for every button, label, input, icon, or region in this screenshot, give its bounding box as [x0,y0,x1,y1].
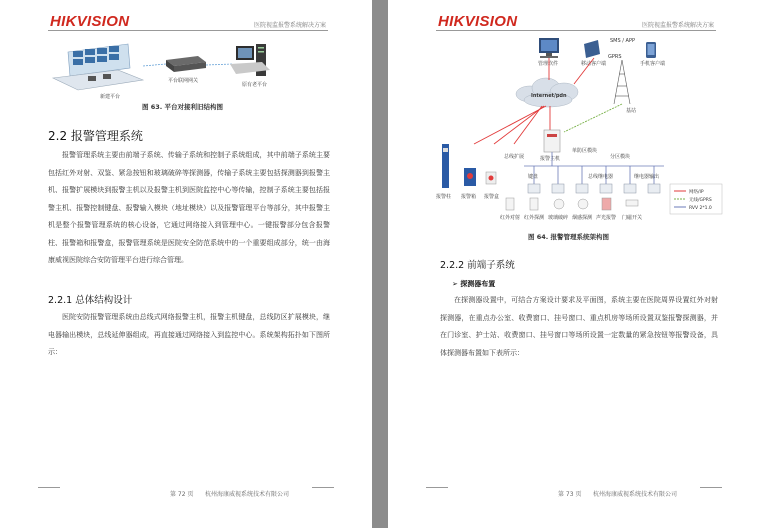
label-sms-app: SMS / APP [610,38,635,44]
legacy-platform-illustration [230,44,270,76]
subsection-title: 2.2.2 前端子系统 [440,260,515,271]
module-boxes [528,184,660,193]
page-number: 第 72 页 [170,491,194,498]
label-relay-out: 继电器输出 [634,174,660,180]
footer-company: 杭州海康威视系统技术有限公司 [205,491,290,498]
section-body: 报警管理系统主要由前端子系统、传输子系统和控制子系统组成，其中前端子系统主要包括红外对射、双鉴、紧急按钮和玻璃破碎等探测器，传输子系统主要包括探测器到报警主机、报警扩展模块到报警主机以及报警主机到医院监控中心等传输，控制子系统主要包括报警主机、报警控制键盘、报警输入模块（地址模块）以及报警管理平台等部分，其中报警主机是整个报警管理系统的核心设备，它通过网络接入到管理中心。一键报警部分包含报警柱、报警箱和报警盒，报警管理系统是医院安全防范系统中的一个重要组成部分，统一由海康威视医院综合安防管理平台进行综合管理。 [48,151,330,264]
header-doc-title: 医院视监报警系统解决方案 [641,22,714,29]
tablet-icon [584,40,600,58]
figure-caption: 图 63. 平台对接利旧结构图 [142,103,224,111]
figure-caption: 图 64. 报警管理系统架构图 [528,233,610,241]
label-alarm-button: 报警盒 [484,194,500,200]
new-platform-illustration [53,44,143,90]
hikvision-logo: HIKVISION [50,13,130,30]
hikvision-logo: HIKVISION [438,13,518,30]
footer-rule-left [38,487,60,488]
platform-docking-figure [48,34,328,102]
label-alarm-pole: 报警柱 [436,194,452,200]
tower-icon [614,60,630,104]
label-smoke: 烟感探测 [572,215,593,221]
label-keyboard: 键盘 [528,174,539,180]
label-mobile-client: 移动客户端 [581,61,607,67]
footer-rule-left [426,487,448,488]
label-phone-client: 手机客户端 [640,61,666,67]
label-glass-break: 玻璃破碎 [548,215,569,221]
right-page [388,0,760,528]
label-cloud: Internet/pdn [531,93,567,99]
alarm-pole-icon [442,144,449,188]
subsection-body: 医院安防报警管理系统由总线式网络报警主机，报警主机键盘，总线防区扩展模块，继电器输出模块，总线延伸器组成，再直接通过网络接入到监控中心。系统架构拓扑如下图所示： [48,313,330,356]
label-bus-ext: 总线扩展 [504,154,525,160]
alarm-host-icon [544,130,560,152]
label-legacy-platform: 原有老平台 [242,82,268,88]
label-bus-relay: 总线继电器 [588,174,614,180]
header-doc-title: 医院视监报警系统解决方案 [253,22,326,29]
footer-rule-right [700,487,722,488]
detector-row [506,198,638,210]
label-gateway: 平台联网网关 [168,78,199,84]
header-rule [48,30,328,31]
label-alarm-host: 报警主机 [540,156,561,162]
label-door-sensor: 门磁开关 [622,215,643,221]
bullet-label: 探测器布置 [460,280,496,288]
label-sound-light: 声光报警 [596,215,617,221]
alarm-architecture-figure [434,34,724,230]
footer-company: 杭州海康威视系统技术有限公司 [593,491,678,498]
label-alarm-box: 报警箱 [461,194,477,200]
pc-icon [539,38,559,58]
legend-network: 网络/IP [689,190,704,195]
phone-icon [646,42,656,58]
page-number: 第 73 页 [558,491,582,498]
label-mgmt-software: 管理软件 [538,61,559,67]
label-zone-module: 分区模块 [610,154,631,160]
left-page [0,0,372,528]
section-title: 2.2 报警管理系统 [48,129,143,143]
label-bus-module: 单防区模块 [572,148,598,154]
bullet-title [452,279,495,289]
subsection-title: 2.2.1 总体结构设计 [48,295,133,306]
label-new-platform: 新建平台 [100,94,121,100]
label-gprs: GPRS [608,54,622,60]
label-ir-beam: 红外对射 [500,215,521,221]
body-text: 在探测器设置中，可结合方案设计要求及平面图，系统主要在医院周界设置红外对射探测器，在重点办公室、收费窗口、挂号窗口、重点机房等场所设置双鉴报警探测器，并在门诊室、护士站、收费窗口、挂号窗口等场所设置一定数量的紧急按钮等报警设备，具体探测器布置如下表所示： [440,296,718,357]
alarm-box-icon [464,168,476,186]
legend-gprs: 无线/GPRS [689,198,712,203]
footer-rule-right [312,487,334,488]
header-rule [436,30,716,31]
bullet-icon: ➢ [452,280,461,288]
label-ir-detector: 红外探测 [524,215,545,221]
alarm-button-icon [486,172,496,184]
gateway-illustration [166,56,206,72]
label-base-station: 基站 [626,108,637,114]
legend-bus: RVV 2*1.0 [689,206,712,211]
